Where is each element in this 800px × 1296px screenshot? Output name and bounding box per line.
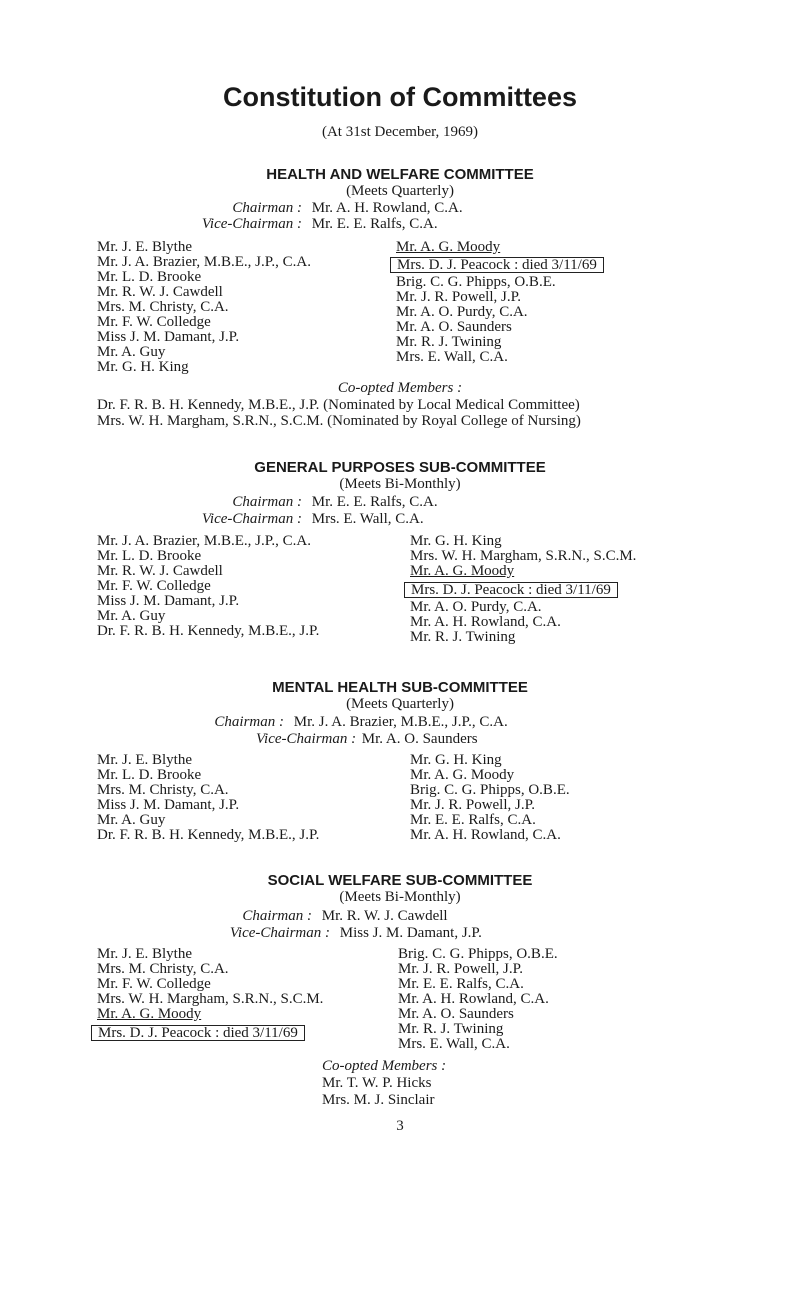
chairman-line [230, 494, 438, 511]
member: Mr. J. R. Powell, J.P. [398, 961, 524, 977]
member: Mrs. W. H. Margham, S.R.N., S.C.M. [410, 548, 637, 564]
member: Mrs. M. Christy, C.A. [97, 299, 229, 315]
member: Mr. R. J. Twining [398, 1021, 504, 1037]
section-title: GENERAL PURPOSES SUB-COMMITTEE [254, 459, 546, 476]
chairman-name: Mr. R. W. J. Cawdell [321, 908, 448, 924]
vice-chairman-label: Vice-Chairman : [201, 511, 302, 527]
coopted-label: Co-opted Members : [322, 1058, 447, 1074]
member: Mrs. W. H. Margham, S.R.N., S.C.M. [97, 991, 324, 1007]
member: Mr. F. W. Colledge [97, 314, 211, 330]
member: Mr. J. E. Blythe [97, 946, 193, 962]
member: Mr. R. W. J. Cawdell [97, 284, 223, 300]
member: Mr. J. E. Blythe [97, 752, 193, 768]
member: Mr. A. O. Purdy, C.A. [396, 304, 528, 320]
member: Miss J. M. Damant, J.P. [97, 329, 240, 345]
member: Mr. E. E. Ralfs, C.A. [410, 812, 536, 828]
member: Mr. F. W. Colledge [97, 578, 211, 594]
member: Mr. J. E. Blythe [97, 239, 193, 255]
member: Brig. C. G. Phipps, O.B.E. [410, 782, 570, 798]
section-title: MENTAL HEALTH SUB-COMMITTEE [272, 679, 528, 696]
member: Mr. A. H. Rowland, C.A. [410, 827, 561, 843]
chairman-name: Mr. J. A. Brazier, M.B.E., J.P., C.A. [293, 714, 508, 730]
member: Mr. A. Guy [97, 812, 166, 828]
section-title: SOCIAL WELFARE SUB-COMMITTEE [267, 872, 533, 889]
meeting-frequency: (Meets Bi-Monthly) [339, 889, 461, 905]
member: Mr. A. Guy [97, 344, 166, 360]
member: Miss J. M. Damant, J.P. [97, 593, 240, 609]
member: Mr. A. G. Moody [410, 563, 515, 579]
member: Dr. F. R. B. H. Kennedy, M.B.E., J.P. [97, 827, 320, 843]
vice-chairman-line [188, 511, 424, 528]
member: Mr. J. R. Powell, J.P. [410, 797, 536, 813]
meeting-frequency: (Meets Quarterly) [346, 696, 454, 712]
member: Mr. A. O. Purdy, C.A. [410, 599, 542, 615]
chairman-name: Mr. E. E. Ralfs, C.A. [311, 494, 438, 510]
member: Mr. A. H. Rowland, C.A. [410, 614, 561, 630]
vice-chairman-name: Mrs. E. Wall, C.A. [311, 511, 424, 527]
members-left-column [97, 534, 319, 639]
members-left-column [97, 753, 319, 843]
member: Mr. L. D. Brooke [97, 269, 202, 285]
coopted-label: Co-opted Members : [337, 380, 463, 396]
member: Miss J. M. Damant, J.P. [97, 797, 240, 813]
member: Mr. R. J. Twining [410, 629, 516, 645]
vice-chairman-line [188, 216, 438, 233]
member: Mr. A. H. Rowland, C.A. [398, 991, 549, 1007]
member: Mr. A. G. Moody [410, 767, 515, 783]
vice-chairman-line [216, 925, 482, 942]
member: Mr. R. J. Twining [396, 334, 502, 350]
members-left-column [97, 947, 323, 1040]
members-right-column [398, 947, 558, 1052]
member: Mr. A. Guy [97, 608, 166, 624]
member: Mr. R. W. J. Cawdell [97, 563, 223, 579]
chairman-line [230, 200, 463, 217]
coopted-member: Mrs. W. H. Margham, S.R.N., S.C.M. (Nominated by Royal College of Nursing) [97, 413, 581, 429]
vice-chairman-name: Mr. E. E. Ralfs, C.A. [311, 216, 438, 232]
meeting-frequency: (Meets Bi-Monthly) [339, 476, 461, 492]
member: Mr. L. D. Brooke [97, 767, 202, 783]
vice-chairman-line [256, 731, 478, 748]
deceased-member-box: Mrs. D. J. Peacock : died 3/11/69 [91, 1025, 305, 1041]
chairman-name: Mr. A. H. Rowland, C.A. [311, 200, 463, 216]
chairman-line [212, 714, 508, 731]
member: Mr. G. H. King [410, 533, 502, 549]
deceased-member-box: Mrs. D. J. Peacock : died 3/11/69 [390, 257, 604, 273]
member: Brig. C. G. Phipps, O.B.E. [396, 274, 556, 290]
chairman-line [240, 908, 448, 925]
coopted-member: Dr. F. R. B. H. Kennedy, M.B.E., J.P. (Nominated by Local Medical Committee) [97, 397, 580, 413]
vice-chairman-name: Miss J. M. Damant, J.P. [339, 925, 482, 941]
deceased-member-box: Mrs. D. J. Peacock : died 3/11/69 [404, 582, 618, 598]
member: Mr. G. H. King [410, 752, 502, 768]
member: Mr. A. G. Moody [97, 1006, 202, 1022]
vice-chairman-label: Vice-Chairman : [229, 925, 330, 941]
member: Brig. C. G. Phipps, O.B.E. [398, 946, 558, 962]
vice-chairman-label: Vice-Chairman : [256, 731, 357, 747]
member: Mrs. E. Wall, C.A. [396, 349, 508, 365]
member: Mr. E. E. Ralfs, C.A. [398, 976, 524, 992]
page-subtitle: (At 31st December, 1969) [321, 124, 479, 140]
member: Mr. A. G. Moody [396, 239, 501, 255]
member: Mr. F. W. Colledge [97, 976, 211, 992]
vice-chairman-name: Mr. A. O. Saunders [361, 731, 478, 747]
page-number: 3 [396, 1118, 404, 1134]
coopted-member: Mr. T. W. P. Hicks [322, 1075, 432, 1091]
page-title: Constitution of Committees [223, 82, 577, 112]
members-right-column [410, 534, 636, 645]
members-right-column [410, 753, 570, 843]
members-right-column [396, 240, 604, 365]
member: Mrs. E. Wall, C.A. [398, 1036, 510, 1052]
member: Mrs. M. Christy, C.A. [97, 961, 229, 977]
member: Mr. A. O. Saunders [396, 319, 512, 335]
chairman-label: Chairman : [232, 494, 302, 510]
member: Mr. J. A. Brazier, M.B.E., J.P., C.A. [97, 533, 311, 549]
chairman-label: Chairman : [232, 200, 302, 216]
member: Mr. L. D. Brooke [97, 548, 202, 564]
member: Mr. A. O. Saunders [398, 1006, 514, 1022]
member: Mr. J. R. Powell, J.P. [396, 289, 522, 305]
section-title: HEALTH AND WELFARE COMMITTEE [266, 166, 534, 183]
vice-chairman-label: Vice-Chairman : [201, 216, 302, 232]
coopted-member: Mrs. M. J. Sinclair [322, 1092, 435, 1108]
member: Mr. G. H. King [97, 359, 189, 375]
members-left-column [97, 240, 311, 375]
member: Mrs. M. Christy, C.A. [97, 782, 229, 798]
member: Mr. J. A. Brazier, M.B.E., J.P., C.A. [97, 254, 311, 270]
chairman-label: Chairman : [242, 908, 312, 924]
chairman-label: Chairman : [214, 714, 284, 730]
meeting-frequency: (Meets Quarterly) [346, 183, 454, 199]
member: Dr. F. R. B. H. Kennedy, M.B.E., J.P. [97, 623, 320, 639]
